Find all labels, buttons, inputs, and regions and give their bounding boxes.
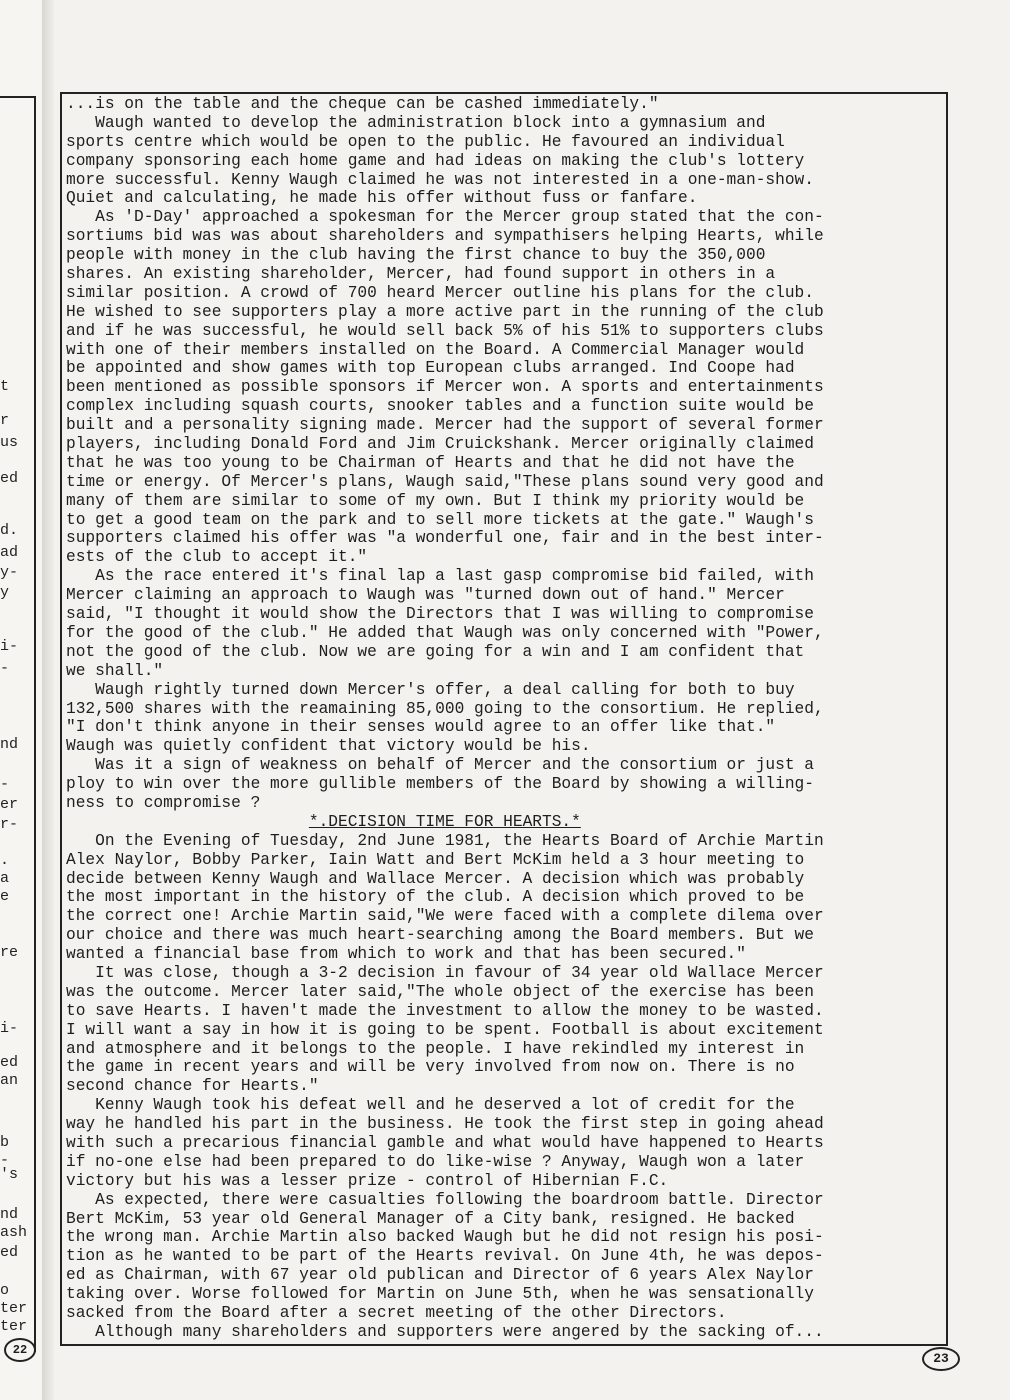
left-page-fragment: a	[0, 870, 10, 887]
article-line: As the race entered it's final lap a last gasp compromise bid failed, with	[66, 567, 814, 586]
article-line: with one of their members installed on the Board. A Commercial Manager would	[66, 340, 805, 359]
article-line: supporters claimed his offer was "a wonderful one, fair and in the best inter-	[66, 529, 824, 548]
left-page-fragment: nd	[0, 1206, 19, 1223]
article-line: I will want a say in how it is going to be spent. Football is about excitement	[66, 1020, 824, 1039]
article-line: tion as he wanted to be part of the Hearts revival. On June 4th, he was depos-	[66, 1247, 824, 1266]
left-page-fragment: -	[0, 776, 10, 793]
left-page-fragment: ed	[0, 1244, 19, 1261]
article-body	[66, 95, 948, 1342]
section-heading	[66, 813, 948, 832]
article-line: many of them are similar to some of my own. But I think my priority would be	[66, 491, 805, 510]
left-page-fragment: r-	[0, 816, 19, 833]
left-page-fragment: d.	[0, 522, 19, 539]
article-line: players, including Donald Ford and Jim Cruickshank. Mercer originally claimed	[66, 435, 814, 454]
left-page-fragment: er	[0, 796, 19, 813]
page-number-left: 22	[4, 1338, 36, 1362]
left-page-fragment: o	[0, 1282, 10, 1299]
article-line: and atmosphere and it belongs to the people. I have rekindled my interest in	[66, 1039, 805, 1058]
article-line: Was it a sign of weakness on behalf of Mercer and the consortium or just a	[66, 756, 814, 775]
article-line: ...is on the table and the cheque can be cashed immediately."	[66, 95, 659, 113]
article-line: time or energy. Of Mercer's plans, Waugh said,"These plans sound very good and	[66, 472, 824, 491]
article-line: the game in recent years and will be very involved from now on. There is no	[66, 1058, 795, 1077]
left-page-fragment: i-	[0, 638, 19, 655]
article-line: said, "I thought it would show the Directors that I was willing to compromise	[66, 605, 814, 624]
article-line: ests of the club to accept it."	[66, 548, 368, 567]
left-page-fragment: -	[0, 660, 10, 677]
left-page-fragment: e	[0, 888, 10, 905]
article-line: shares. An existing shareholder, Mercer, had found support in others in a	[66, 265, 776, 284]
article-line: Quiet and calculating, he made his offer without fuss or fanfare.	[66, 189, 698, 208]
left-page-fragment: ter	[0, 1318, 28, 1335]
left-facing-page	[0, 0, 43, 1400]
left-page-fragment: -	[0, 1152, 10, 1169]
article-line: built and a personality signing made. Mercer had the support of several former	[66, 416, 824, 435]
article-line: ed as Chairman, with 67 year old publican and Director of 6 years Alex Naylor	[66, 1266, 814, 1285]
article-line: He wished to see supporters play a more active part in the running of the club	[66, 302, 824, 321]
left-page-fragment: i-	[0, 1020, 19, 1037]
article-line: similar position. A crowd of 700 heard Mercer outline his plans for the club.	[66, 283, 814, 302]
left-page-fragment: y	[0, 584, 10, 601]
article-line: company sponsoring each home game and had ideas on making the club's lottery	[66, 151, 805, 170]
article-line: more successful. Kenny Waugh claimed he was not interested in a one-man-show.	[66, 170, 814, 189]
article-line: to get a good team on the park and to sell more tickets at the gate." Waugh's	[66, 510, 814, 529]
article-line: Waugh was quietly confident that victory would be his.	[66, 737, 591, 756]
left-page-fragment: r	[0, 412, 10, 429]
left-page-fragment: y-	[0, 564, 19, 581]
article-line: we shall."	[66, 661, 164, 680]
article-line: not the good of the club. Now we are going for a win and I am confident that	[66, 642, 805, 661]
article-line: "I don't think anyone in their senses would agree to an offer like that."	[66, 718, 776, 737]
article-line: sports centre which would be open to the public. He favoured an individual	[66, 132, 785, 151]
article-line: As 'D-Day' approached a spokesman for the Mercer group stated that the con-	[66, 208, 824, 227]
article-line: wanted a financial base from which to work and that has been secured."	[66, 945, 746, 964]
article-line: Bert McKim, 53 year old General Manager of a City bank, resigned. He backed	[66, 1209, 795, 1228]
article-line: On the Evening of Tuesday, 2nd June 1981, the Hearts Board of Archie Martin	[66, 831, 824, 850]
left-page-fragment: ash	[0, 1224, 28, 1241]
article-line: been mentioned as possible sponsors if Mercer won. A sports and entertainments	[66, 378, 824, 397]
left-page-fragment: ed	[0, 1054, 19, 1071]
article-line: to save Hearts. I haven't made the investment to allow the money to be wasted.	[66, 1001, 824, 1020]
article-line: the correct one! Archie Martin said,"We were faced with a complete dilema over	[66, 907, 824, 926]
article-line: complex including squash courts, snooker tables and a function suite would be	[66, 397, 814, 416]
article-line: Kenny Waugh took his defeat well and he deserved a lot of credit for the	[66, 1096, 795, 1115]
article-line: ness to compromise ?	[66, 793, 261, 812]
article-line: Waugh rightly turned down Mercer's offer, a deal calling for both to buy	[66, 680, 795, 699]
article-line: with such a precarious financial gamble and what would have happened to Hearts	[66, 1133, 824, 1152]
article-line: was the outcome. Mercer later said,"The whole object of the exercise has been	[66, 982, 814, 1001]
left-page-fragment: an	[0, 1072, 19, 1089]
left-page-fragment: ad	[0, 544, 19, 561]
article-line: As expected, there were casualties following the boardroom battle. Director	[66, 1190, 824, 1209]
article-line: taking over. Worse followed for Martin on June 5th, when he was sensationally	[66, 1285, 814, 1304]
article-line: sortiums bid was was about shareholders and sympathisers helping Hearts, while	[66, 227, 824, 246]
article-line: the most important in the history of the club. A decision which proved to be	[66, 888, 805, 907]
article-line: Alex Naylor, Bobby Parker, Iain Watt and Bert McKim held a 3 hour meeting to	[66, 850, 805, 869]
article-line: 132,500 shares with the reamaining 85,000 going to the consortium. He replied,	[66, 699, 824, 718]
left-page-fragment: nd	[0, 736, 19, 753]
article-line: second chance for Hearts."	[66, 1077, 319, 1096]
page-number-right: 23	[922, 1347, 960, 1371]
article-line: ploy to win over the more gullible members of the Board by showing a willing-	[66, 775, 814, 794]
left-page-fragment: us	[0, 434, 19, 451]
left-page-fragment: t	[0, 378, 10, 395]
article-line: people with money in the club having the first chance to buy the 350,000	[66, 246, 766, 265]
article-line: and if he was successful, he would sell back 5% of his 51% to supporters clubs	[66, 321, 824, 340]
article-line: if no-one else had been prepared to do like-wise ? Anyway, Waugh won a later	[66, 1152, 805, 1171]
article-line: Mercer claiming an approach to Waugh was "turned down out of hand." Mercer	[66, 586, 785, 605]
article-line: our choice and there was much heart-searching among the Board members. But we	[66, 926, 814, 945]
article-line: for the good of the club." He added that Waugh was only concerned with "Power,	[66, 623, 824, 642]
article-line: Waugh wanted to develop the administration block into a gymnasium and	[66, 113, 766, 132]
left-page-fragment: 's	[0, 1166, 19, 1183]
article-line: victory but his was a lesser prize - control of Hibernian F.C.	[66, 1171, 669, 1190]
article-line: Although many shareholders and supporters were angered by the sacking of...	[66, 1322, 824, 1341]
gutter-shadow	[42, 0, 54, 1400]
left-page-fragment: b	[0, 1134, 10, 1151]
left-page-fragment: ter	[0, 1300, 28, 1317]
article-line: It was close, though a 3-2 decision in favour of 34 year old Wallace Mercer	[66, 963, 824, 982]
article-line: that he was too young to be Chairman of Hearts and that he did not have the	[66, 453, 795, 472]
article-line: way he handled his part in the business. He took the first step in going ahead	[66, 1115, 824, 1134]
article-line: the wrong man. Archie Martin also backed Waugh but he did not resign his posi-	[66, 1228, 824, 1247]
left-page-fragment: .	[0, 852, 10, 869]
left-page-fragment: ed	[0, 470, 19, 487]
article-line: be appointed and show games with top European clubs arranged. Ind Coope had	[66, 359, 795, 378]
article-line: sacked from the Board after a secret meeting of the other Directors.	[66, 1304, 727, 1322]
section-heading-text: *.DECISION TIME FOR HEARTS.*	[308, 812, 581, 831]
left-page-fragment: re	[0, 944, 19, 961]
article-line: decide between Kenny Waugh and Wallace Mercer. A decision which was probably	[66, 869, 805, 888]
